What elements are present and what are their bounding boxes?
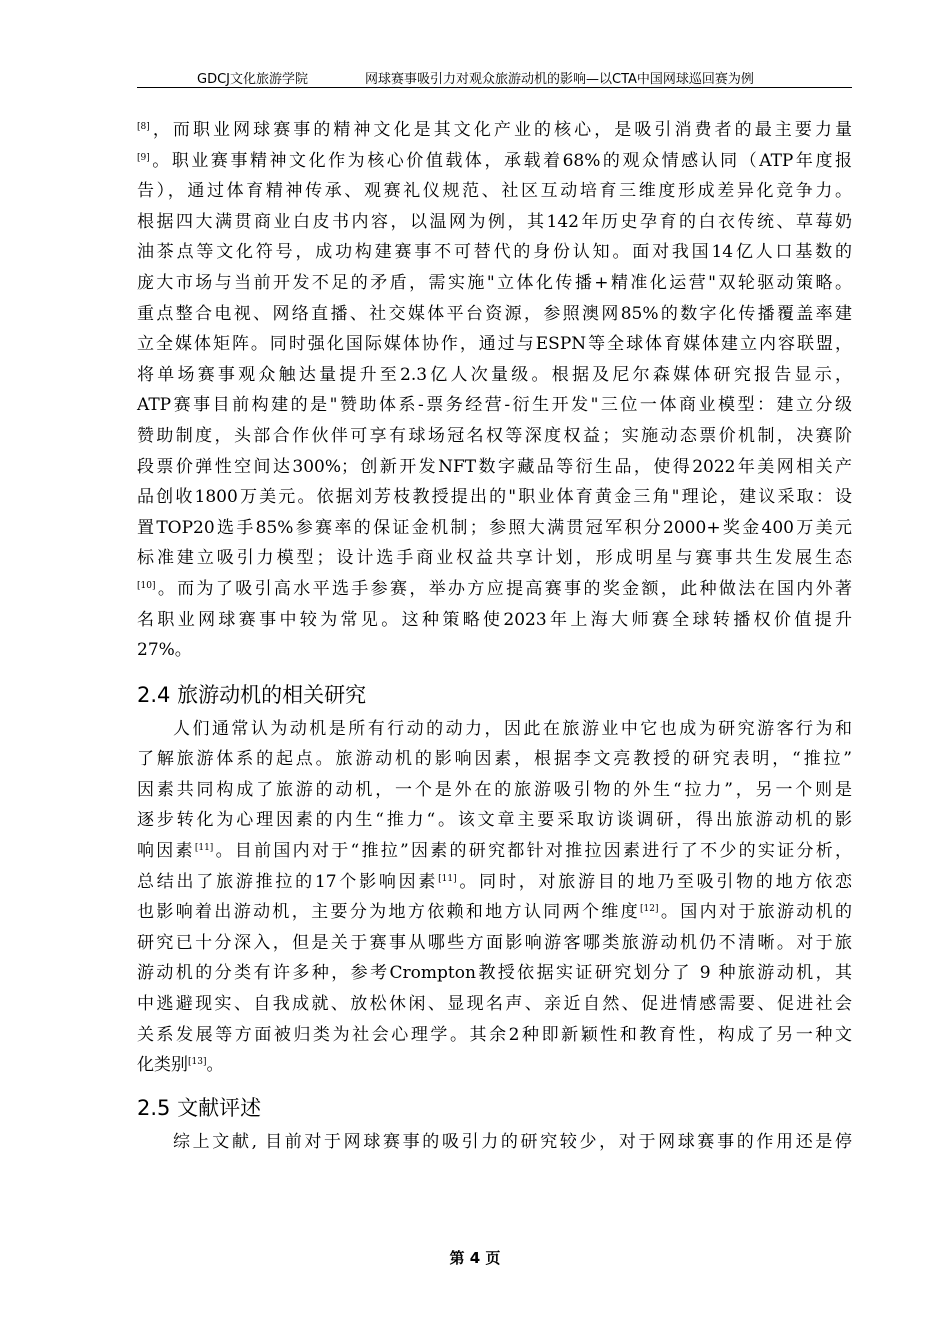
text-line: 关系发展等方面被归类为社会心理学。其余2种即新颖性和教育性，构成了另一种文 xyxy=(137,1024,852,1045)
text-segment: 也影响着出游动机，主要分为地方依赖和地方认同两个维度 xyxy=(137,902,641,923)
text-line: 游动机的分类有许多种，参考Crompton教授依据实证研究划分了 9 种旅游动机，其 xyxy=(137,963,852,984)
paragraph-travel-motivation xyxy=(137,714,852,1081)
text-segment: 。 xyxy=(206,1055,224,1076)
text-segment: 总结出了旅游推拉的17个影响因素 xyxy=(137,871,439,892)
text-line: 综上文献, 目前对于网球赛事的吸引力的研究较少，对于网球赛事的作用还是停 xyxy=(173,1131,852,1152)
text-line xyxy=(137,836,852,867)
text-segment: 。职业赛事精神文化作为核心价值载体，承载着68%的观众情感认同（ATP年度报 xyxy=(149,150,852,171)
text-line: 了解旅游体系的起点。旅游动机的影响因素，根据李文亮教授的研究表明，“推拉” xyxy=(137,749,852,770)
section-heading-2-4: 2.4 旅游动机的相关研究 xyxy=(137,682,367,707)
text-line: 逐步转化为心理因素的内生“推力“。该文章主要采取访谈调研，得出旅游动机的影 xyxy=(137,810,852,831)
citation-9: [9] xyxy=(137,152,150,163)
citation-13: [13] xyxy=(188,1057,207,1068)
text-line: 研究已十分深入，但是关于赛事从哪些方面影响游客哪类旅游动机仍不清晰。对于旅 xyxy=(137,932,852,953)
citation-8: [8] xyxy=(137,122,150,132)
text-line: ATP赛事目前构建的是"赞助体系-票务经营-衍生开发"三位一体商业模型：建立分级 xyxy=(137,395,852,416)
header-school: GDCJ文化旅游学院 xyxy=(197,72,308,87)
text-segment: 响因素 xyxy=(137,841,195,862)
text-line: 告），通过体育精神传承、观赛礼仪规范、社区互动培育三维度形成差异化竞争力。 xyxy=(137,181,852,202)
citation-11: [11] xyxy=(438,873,457,884)
text-line: 因素共同构成了旅游的动机，一个是外在的旅游吸引物的外生“拉力”，另一个则是 xyxy=(137,779,852,800)
text-segment: 化类别 xyxy=(137,1055,188,1076)
text-line: 27%。 xyxy=(137,640,192,661)
text-line: 名职业网球赛事中较为常见。这种策略使2023年上海大师赛全球转播权价值提升 xyxy=(137,609,852,630)
text-line: 油茶点等文化符号，成功构建赛事不可替代的身份认知。面对我国14亿人口基数的 xyxy=(137,242,852,263)
text-line xyxy=(137,115,852,146)
text-line: 将单场赛事观众触达量提升至2.3亿人次量级。根据及尼尔森媒体研究报告显示， xyxy=(137,364,852,385)
page-number: 第 4 页 xyxy=(449,1249,501,1267)
text-line: 品创收1800万美元。依据刘芳枝教授提出的"职业体育黄金三角"理论，建议采取：设 xyxy=(137,487,852,508)
header-paper-title: 网球赛事吸引力对观众旅游动机的影响—以CTA中国网球巡回赛为例 xyxy=(365,72,754,87)
text-segment: 。而为了吸引高水平选手参赛，举办方应提高赛事的奖金额，此种做法在国内外著 xyxy=(155,578,852,599)
text-line: 人们通常认为动机是所有行动的动力，因此在旅游业中它也成为研究游客行为和 xyxy=(173,718,852,739)
text-line xyxy=(137,897,852,928)
text-line: 重点整合电视、网络直播、社交媒体平台资源，参照澳网85%的数字化传播覆盖率建 xyxy=(137,303,852,324)
paragraph-literature-review xyxy=(137,1127,852,1158)
citation-10: [10] xyxy=(137,580,156,591)
text-line xyxy=(137,1050,852,1081)
text-line: 庞大市场与当前开发不足的矛盾，需实施"立体化传播+精准化运营"双轮驱动策略。 xyxy=(137,272,852,293)
text-line: 置TOP20选手85%参赛率的保证金机制；参照大满贯冠军积分2000+奖金400万美元 xyxy=(137,517,852,538)
section-heading-2-5: 2.5 文献评述 xyxy=(137,1095,262,1120)
text-segment: 。目前国内对于“推拉”因素的研究都针对推拉因素进行了不少的实证分析， xyxy=(213,841,852,862)
paragraph-sports-culture xyxy=(137,115,852,666)
text-line xyxy=(137,867,852,898)
page-content xyxy=(137,115,852,1157)
text-line: 赞助制度，头部合作伙伴可享有球场冠名权等深度权益；实施动态票价机制，决赛阶 xyxy=(137,425,852,446)
text-line xyxy=(137,146,852,177)
text-segment: ，而职业网球赛事的精神文化是其文化产业的核心，是吸引消费者的最主要力量 xyxy=(149,120,852,140)
text-line: 根据四大满贯商业白皮书内容，以温网为例，其142年历史孕育的白衣传统、草莓奶 xyxy=(137,211,852,232)
text-line: 中逃避现实、自我成就、放松休闲、显现名声、亲近自然、促进情感需要、促进社会 xyxy=(137,994,852,1015)
text-segment: 。国内对于旅游动机的 xyxy=(658,902,853,923)
text-line: 段票价弹性空间达300%；创新开发NFT数字藏品等衍生品，使得2022年美网相关产 xyxy=(137,456,852,477)
text-line: 立全媒体矩阵。同时强化国际媒体协作，通过与ESPN等全球体育媒体建立内容联盟， xyxy=(137,334,852,355)
text-segment: 。同时，对旅游目的地乃至吸引物的地方依恋 xyxy=(456,871,852,892)
citation-11: [11] xyxy=(194,843,214,854)
text-line: 标准建立吸引力模型；设计选手商业权益共享计划，形成明星与赛事共生发展生态 xyxy=(137,548,852,569)
text-line xyxy=(137,574,852,605)
citation-12: [12] xyxy=(640,904,659,915)
page-header xyxy=(137,65,852,88)
